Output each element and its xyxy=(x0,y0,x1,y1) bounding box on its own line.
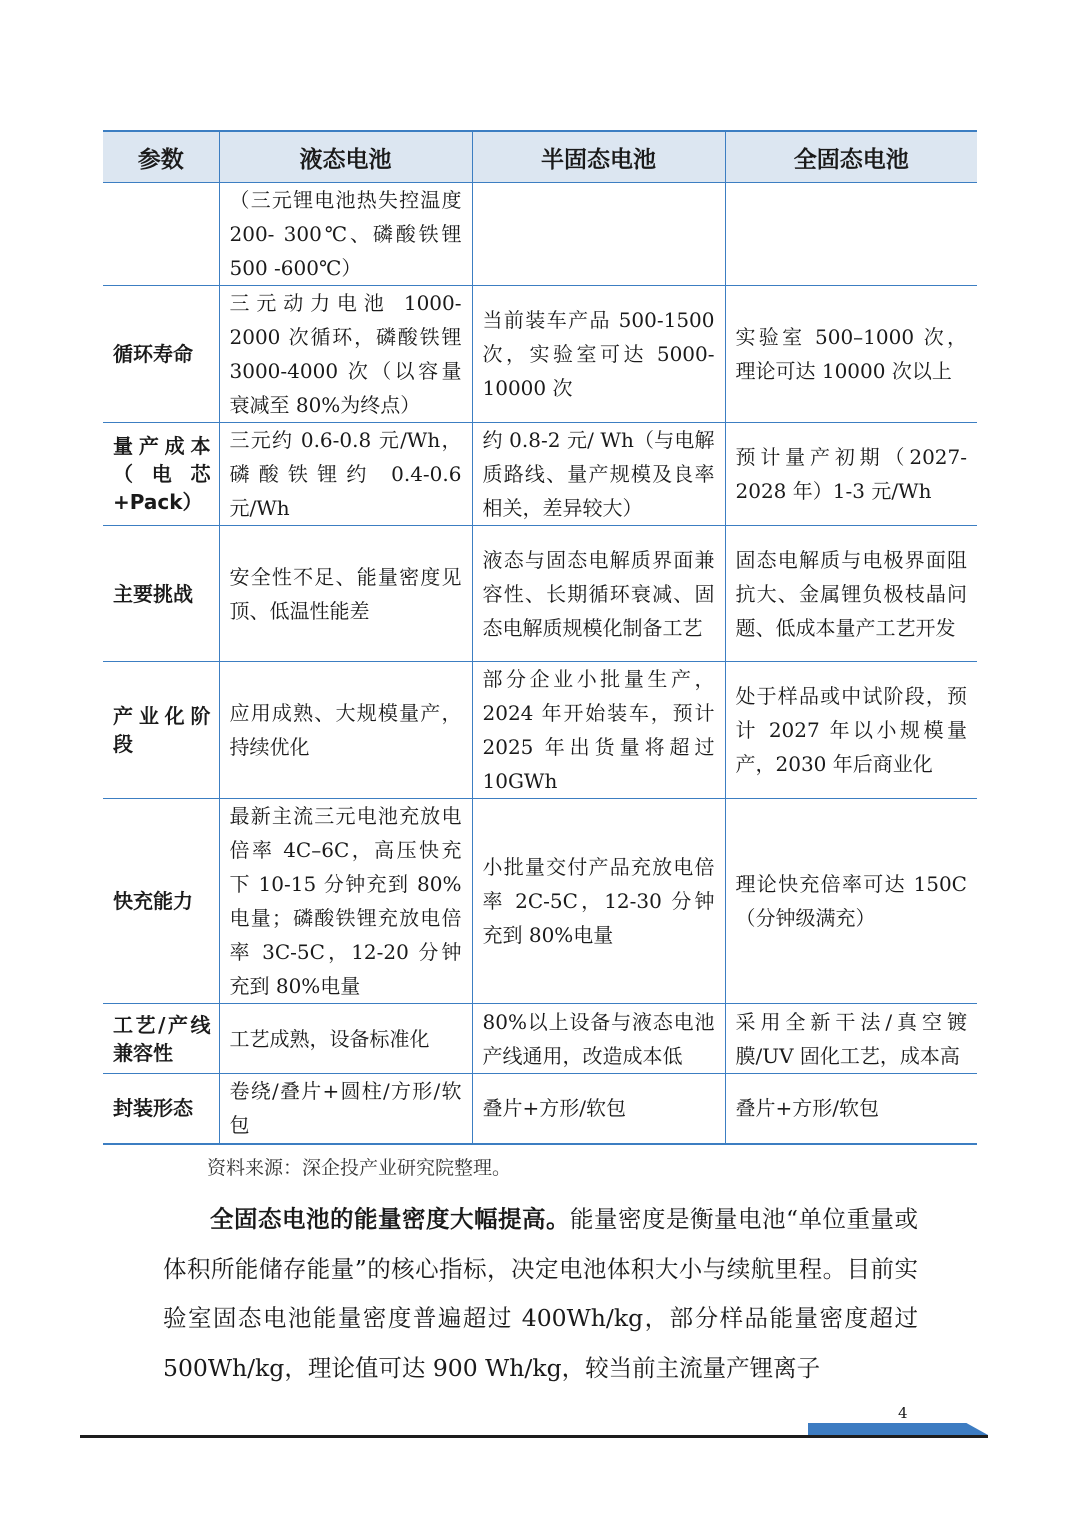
table-row xyxy=(103,423,977,526)
table-row xyxy=(103,183,977,286)
cell-liquid: 安全性不足、能量密度见顶、低温性能差 xyxy=(219,526,472,662)
cell-liquid: （三元锂电池热失控温度 200- 300℃、磷酸铁锂 500 -600℃） xyxy=(219,183,472,286)
row-param: 快充能力 xyxy=(103,799,219,1004)
row-param: 量产成本（电芯+Pack） xyxy=(103,423,219,526)
row-param xyxy=(103,183,219,286)
table-row xyxy=(103,1004,977,1074)
body-paragraph xyxy=(163,1195,918,1393)
cell-semi-solid: 叠片+方形/软包 xyxy=(472,1074,725,1144)
table-row xyxy=(103,286,977,423)
paragraph-body: 能量密度是衡量电池“单位重量或体积所能储存能量”的核心指标，决定电池体积大小与续航里程。目前实验室固态电池能量密度普遍超过 400Wh/kg，部分样品能量密度超过 500Wh/kg，理论值可达 900 Wh/kg，较当前主流量产锂离子 xyxy=(163,1205,919,1382)
cell-liquid: 应用成熟、大规模量产，持续优化 xyxy=(219,662,472,799)
cell-liquid: 三元动力电池 1000-2000 次循环，磷酸铁锂 3000-4000 次（以容量衰减至 80%为终点） xyxy=(219,286,472,423)
footer-rule xyxy=(80,1435,988,1438)
cell-all-solid xyxy=(725,183,977,286)
header-all-solid: 全固态电池 xyxy=(725,131,977,183)
cell-all-solid: 实验室 500–1000 次，理论可达 10000 次以上 xyxy=(725,286,977,423)
table-row xyxy=(103,526,977,662)
cell-semi-solid: 当前装车产品 500-1500 次，实验室可达 5000-10000 次 xyxy=(472,286,725,423)
table-row xyxy=(103,662,977,799)
paragraph-lead: 全固态电池的能量密度大幅提高。 xyxy=(210,1205,570,1233)
cell-liquid: 三元约 0.6-0.8 元/Wh，磷酸铁锂约 0.4-0.6 元/Wh xyxy=(219,423,472,526)
footer-accent-band xyxy=(808,1423,988,1435)
row-param: 工艺/产线兼容性 xyxy=(103,1004,219,1074)
cell-all-solid: 理论快充倍率可达 150C （分钟级满充） xyxy=(725,799,977,1004)
table-source-note: 资料来源：深企投产业研究院整理。 xyxy=(207,1157,512,1179)
cell-liquid: 卷绕/叠片+圆柱/方形/软包 xyxy=(219,1074,472,1144)
cell-all-solid: 处于样品或中试阶段，预计 2027 年以小规模量产，2030 年后商业化 xyxy=(725,662,977,799)
header-semi-solid: 半固态电池 xyxy=(472,131,725,183)
header-liquid: 液态电池 xyxy=(219,131,472,183)
row-param: 产业化阶段 xyxy=(103,662,219,799)
row-param: 循环寿命 xyxy=(103,286,219,423)
row-param: 主要挑战 xyxy=(103,526,219,662)
comparison-table xyxy=(103,130,977,1145)
table-row xyxy=(103,1074,977,1144)
cell-all-solid: 叠片+方形/软包 xyxy=(725,1074,977,1144)
cell-semi-solid: 80%以上设备与液态电池产线通用，改造成本低 xyxy=(472,1004,725,1074)
cell-semi-solid xyxy=(472,183,725,286)
table-row xyxy=(103,799,977,1004)
cell-all-solid: 固态电解质与电极界面阻抗大、金属锂负极枝晶问题、低成本量产工艺开发 xyxy=(725,526,977,662)
table-header-row xyxy=(103,131,977,183)
cell-all-solid: 预计量产初期（2027-2028 年）1-3 元/Wh xyxy=(725,423,977,526)
row-param: 封装形态 xyxy=(103,1074,219,1144)
page-number: 4 xyxy=(898,1404,908,1422)
cell-semi-solid: 部分企业小批量生产，2024 年开始装车，预计 2025 年出货量将超过 10GWh xyxy=(472,662,725,799)
cell-semi-solid: 液态与固态电解质界面兼容性、长期循环衰减、固态电解质规模化制备工艺 xyxy=(472,526,725,662)
header-param: 参数 xyxy=(103,131,219,183)
cell-liquid: 工艺成熟，设备标准化 xyxy=(219,1004,472,1074)
cell-liquid: 最新主流三元电池充放电倍率 4C–6C，高压快充下 10-15 分钟充到 80%电量；磷酸铁锂充放电倍率 3C-5C，12-20 分钟充到 80%电量 xyxy=(219,799,472,1004)
cell-all-solid: 采用全新干法/真空镀膜/UV 固化工艺，成本高 xyxy=(725,1004,977,1074)
cell-semi-solid: 约 0.8-2 元/ Wh（与电解质路线、量产规模及良率相关，差异较大） xyxy=(472,423,725,526)
cell-semi-solid: 小批量交付产品充放电倍率 2C-5C，12-30 分钟充到 80%电量 xyxy=(472,799,725,1004)
